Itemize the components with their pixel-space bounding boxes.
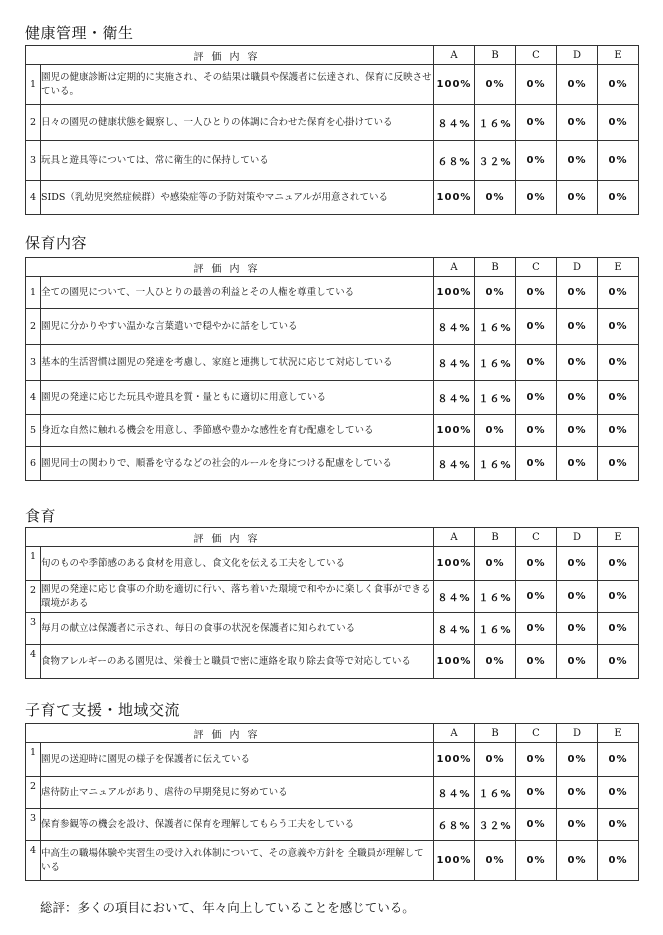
- value-c: 0%: [516, 841, 557, 881]
- value-e: 0%: [598, 613, 639, 645]
- value-d: 0%: [557, 105, 598, 141]
- table-row: [26, 645, 639, 679]
- value-e: 0%: [598, 447, 639, 481]
- table-row: [26, 105, 639, 141]
- evaluation-table-childcare: [25, 257, 639, 481]
- value-d: 0%: [557, 581, 598, 613]
- value-d: 0%: [557, 181, 598, 215]
- value-c: 0%: [516, 65, 557, 105]
- value-e: 0%: [598, 743, 639, 777]
- evaluation-table-support: [25, 723, 639, 881]
- item-number: 4: [26, 841, 41, 881]
- item-number: 4: [26, 181, 41, 215]
- value-a: 100%: [434, 415, 475, 447]
- table-row: [26, 141, 639, 181]
- item-description: 身近な自然に触れる機会を用意し、季節感や豊かな感性を育む配慮をしている: [41, 415, 434, 447]
- value-e: 0%: [598, 277, 639, 309]
- table-header: [26, 724, 639, 743]
- value-b: １６%: [475, 613, 516, 645]
- value-b: １６%: [475, 447, 516, 481]
- item-description: 日々の園児の健康状態を観察し、一人ひとりの体調に合わせた保育を心掛けている: [41, 105, 434, 141]
- value-b: 0%: [475, 743, 516, 777]
- value-c: 0%: [516, 809, 557, 841]
- header-b: B: [475, 258, 516, 277]
- value-e: 0%: [598, 381, 639, 415]
- item-description: 園児に分かりやすい温かな言葉遣いで穏やかに話をしている: [41, 309, 434, 345]
- value-c: 0%: [516, 777, 557, 809]
- value-d: 0%: [557, 547, 598, 581]
- value-b: 0%: [475, 65, 516, 105]
- item-description: 食物アレルギーのある園児は、栄養士と職員で密に連絡を取り除去食等で対応している: [41, 645, 434, 679]
- item-description: 毎月の献立は保護者に示され、毎日の食事の状況を保護者に知られている: [41, 613, 434, 645]
- value-e: 0%: [598, 141, 639, 181]
- value-a: ８４%: [434, 381, 475, 415]
- value-a: 100%: [434, 181, 475, 215]
- table-row: [26, 65, 639, 105]
- value-d: 0%: [557, 777, 598, 809]
- value-c: 0%: [516, 345, 557, 381]
- header-a: A: [434, 46, 475, 65]
- value-d: 0%: [557, 65, 598, 105]
- value-d: 0%: [557, 613, 598, 645]
- value-b: 0%: [475, 645, 516, 679]
- table-header: [26, 258, 639, 277]
- value-e: 0%: [598, 105, 639, 141]
- table-row: [26, 743, 639, 777]
- header-content: 評価内容: [26, 46, 434, 65]
- header-c: C: [516, 46, 557, 65]
- table-row: [26, 447, 639, 481]
- value-c: 0%: [516, 181, 557, 215]
- value-b: 0%: [475, 181, 516, 215]
- item-description: 園児の発達に応じ食事の介助を適切に行い、落ち着いた環境で和やかに楽しく食事ができる環境がある: [41, 581, 434, 613]
- value-e: 0%: [598, 777, 639, 809]
- header-d: D: [557, 724, 598, 743]
- table-row: [26, 277, 639, 309]
- value-a: ８４%: [434, 309, 475, 345]
- header-a: A: [434, 528, 475, 547]
- header-a: A: [434, 724, 475, 743]
- table-header: [26, 528, 639, 547]
- table-row: [26, 181, 639, 215]
- value-a: 100%: [434, 841, 475, 881]
- value-d: 0%: [557, 645, 598, 679]
- summary-text: 総評：多くの項目において、年々向上していることを感じている。: [40, 900, 415, 915]
- value-d: 0%: [557, 345, 598, 381]
- item-number: 4: [26, 381, 41, 415]
- item-description: 基本的生活習慣は園児の発達を考慮し、家庭と連携して状況に応じて対応している: [41, 345, 434, 381]
- value-c: 0%: [516, 415, 557, 447]
- value-d: 0%: [557, 447, 598, 481]
- table-row: [26, 381, 639, 415]
- value-e: 0%: [598, 415, 639, 447]
- value-e: 0%: [598, 645, 639, 679]
- item-description: 玩具と遊具等については、常に衛生的に保持している: [41, 141, 434, 181]
- value-a: ８４%: [434, 613, 475, 645]
- item-number: 6: [26, 447, 41, 481]
- item-number: 2: [26, 581, 41, 613]
- item-number: 5: [26, 415, 41, 447]
- item-description: 中高生の職場体験や実習生の受け入れ体制について、その意義や方針を 全職員が理解している: [41, 841, 434, 881]
- value-e: 0%: [598, 65, 639, 105]
- value-b: 0%: [475, 277, 516, 309]
- item-description: 虐待防止マニュアルがあり、虐待の早期発見に努めている: [41, 777, 434, 809]
- value-d: 0%: [557, 743, 598, 777]
- value-b: １６%: [475, 777, 516, 809]
- value-d: 0%: [557, 381, 598, 415]
- value-c: 0%: [516, 381, 557, 415]
- header-b: B: [475, 528, 516, 547]
- evaluation-table-health: [25, 45, 639, 215]
- value-a: 100%: [434, 645, 475, 679]
- header-e: E: [598, 528, 639, 547]
- header-e: E: [598, 46, 639, 65]
- value-c: 0%: [516, 447, 557, 481]
- value-b: 0%: [475, 841, 516, 881]
- header-content: 評価内容: [26, 724, 434, 743]
- value-b: １６%: [475, 345, 516, 381]
- item-description: 全ての園児について、一人ひとりの最善の利益とその人権を尊重している: [41, 277, 434, 309]
- value-c: 0%: [516, 547, 557, 581]
- value-e: 0%: [598, 181, 639, 215]
- value-c: 0%: [516, 581, 557, 613]
- item-number: 3: [26, 613, 41, 645]
- header-c: C: [516, 528, 557, 547]
- table-row: [26, 415, 639, 447]
- item-description: 園児の健康診断は定期的に実施され、その結果は職員や保護者に伝達され、保育に反映させている。: [41, 65, 434, 105]
- section-title-food: 食育: [25, 507, 57, 525]
- value-b: １６%: [475, 309, 516, 345]
- value-d: 0%: [557, 415, 598, 447]
- value-a: ６８%: [434, 809, 475, 841]
- value-e: 0%: [598, 581, 639, 613]
- header-d: D: [557, 528, 598, 547]
- header-c: C: [516, 724, 557, 743]
- value-a: ８４%: [434, 581, 475, 613]
- value-a: 100%: [434, 547, 475, 581]
- item-description: 園児の発達に応じた玩具や遊具を質・量ともに適切に用意している: [41, 381, 434, 415]
- header-a: A: [434, 258, 475, 277]
- value-c: 0%: [516, 105, 557, 141]
- value-a: ８４%: [434, 345, 475, 381]
- value-a: 100%: [434, 743, 475, 777]
- value-a: ８４%: [434, 777, 475, 809]
- item-description: 旬のものや季節感のある食材を用意し、食文化を伝える工夫をしている: [41, 547, 434, 581]
- value-e: 0%: [598, 345, 639, 381]
- value-a: ８４%: [434, 447, 475, 481]
- item-number: 3: [26, 345, 41, 381]
- section-title-support: 子育て支援・地域交流: [25, 701, 181, 719]
- value-c: 0%: [516, 277, 557, 309]
- value-c: 0%: [516, 309, 557, 345]
- item-number: 1: [26, 743, 41, 777]
- value-a: 100%: [434, 65, 475, 105]
- item-description: 保育参観等の機会を設け、保護者に保育を理解してもらう工夫をしている: [41, 809, 434, 841]
- value-b: 0%: [475, 547, 516, 581]
- section-title-health: 健康管理・衛生: [25, 24, 134, 42]
- value-d: 0%: [557, 309, 598, 345]
- table-row: [26, 777, 639, 809]
- header-d: D: [557, 258, 598, 277]
- item-description: 園児の送迎時に園児の様子を保護者に伝えている: [41, 743, 434, 777]
- value-e: 0%: [598, 809, 639, 841]
- table-row: [26, 345, 639, 381]
- value-b: ３２%: [475, 141, 516, 181]
- value-c: 0%: [516, 743, 557, 777]
- value-c: 0%: [516, 645, 557, 679]
- table-row: [26, 547, 639, 581]
- table-row: [26, 309, 639, 345]
- item-description: 園児同士の関わりで、順番を守るなどの社会的ルールを身につける配慮をしている: [41, 447, 434, 481]
- header-b: B: [475, 724, 516, 743]
- value-a: 100%: [434, 277, 475, 309]
- header-b: B: [475, 46, 516, 65]
- value-d: 0%: [557, 141, 598, 181]
- header-content: 評価内容: [26, 528, 434, 547]
- value-d: 0%: [557, 277, 598, 309]
- value-a: ６８%: [434, 141, 475, 181]
- header-e: E: [598, 724, 639, 743]
- item-number: 2: [26, 309, 41, 345]
- value-b: １６%: [475, 381, 516, 415]
- item-description: SIDS（乳幼児突然症候群）や感染症等の予防対策やマニュアルが用意されている: [41, 181, 434, 215]
- value-e: 0%: [598, 841, 639, 881]
- table-row: [26, 809, 639, 841]
- value-d: 0%: [557, 841, 598, 881]
- value-a: ８４%: [434, 105, 475, 141]
- item-number: 1: [26, 547, 41, 581]
- header-e: E: [598, 258, 639, 277]
- value-c: 0%: [516, 613, 557, 645]
- value-b: １６%: [475, 105, 516, 141]
- item-number: 1: [26, 277, 41, 309]
- value-b: ３２%: [475, 809, 516, 841]
- value-c: 0%: [516, 141, 557, 181]
- item-number: 4: [26, 645, 41, 679]
- table-row: [26, 841, 639, 881]
- table-row: [26, 613, 639, 645]
- evaluation-table-food: [25, 527, 639, 679]
- item-number: 3: [26, 809, 41, 841]
- value-b: １６%: [475, 581, 516, 613]
- header-d: D: [557, 46, 598, 65]
- item-number: 2: [26, 105, 41, 141]
- value-e: 0%: [598, 309, 639, 345]
- item-number: 2: [26, 777, 41, 809]
- item-number: 3: [26, 141, 41, 181]
- value-b: 0%: [475, 415, 516, 447]
- value-d: 0%: [557, 809, 598, 841]
- table-header: [26, 46, 639, 65]
- section-title-childcare: 保育内容: [25, 234, 88, 252]
- item-number: 1: [26, 65, 41, 105]
- header-content: 評価内容: [26, 258, 434, 277]
- value-e: 0%: [598, 547, 639, 581]
- table-row: [26, 581, 639, 613]
- header-c: C: [516, 258, 557, 277]
